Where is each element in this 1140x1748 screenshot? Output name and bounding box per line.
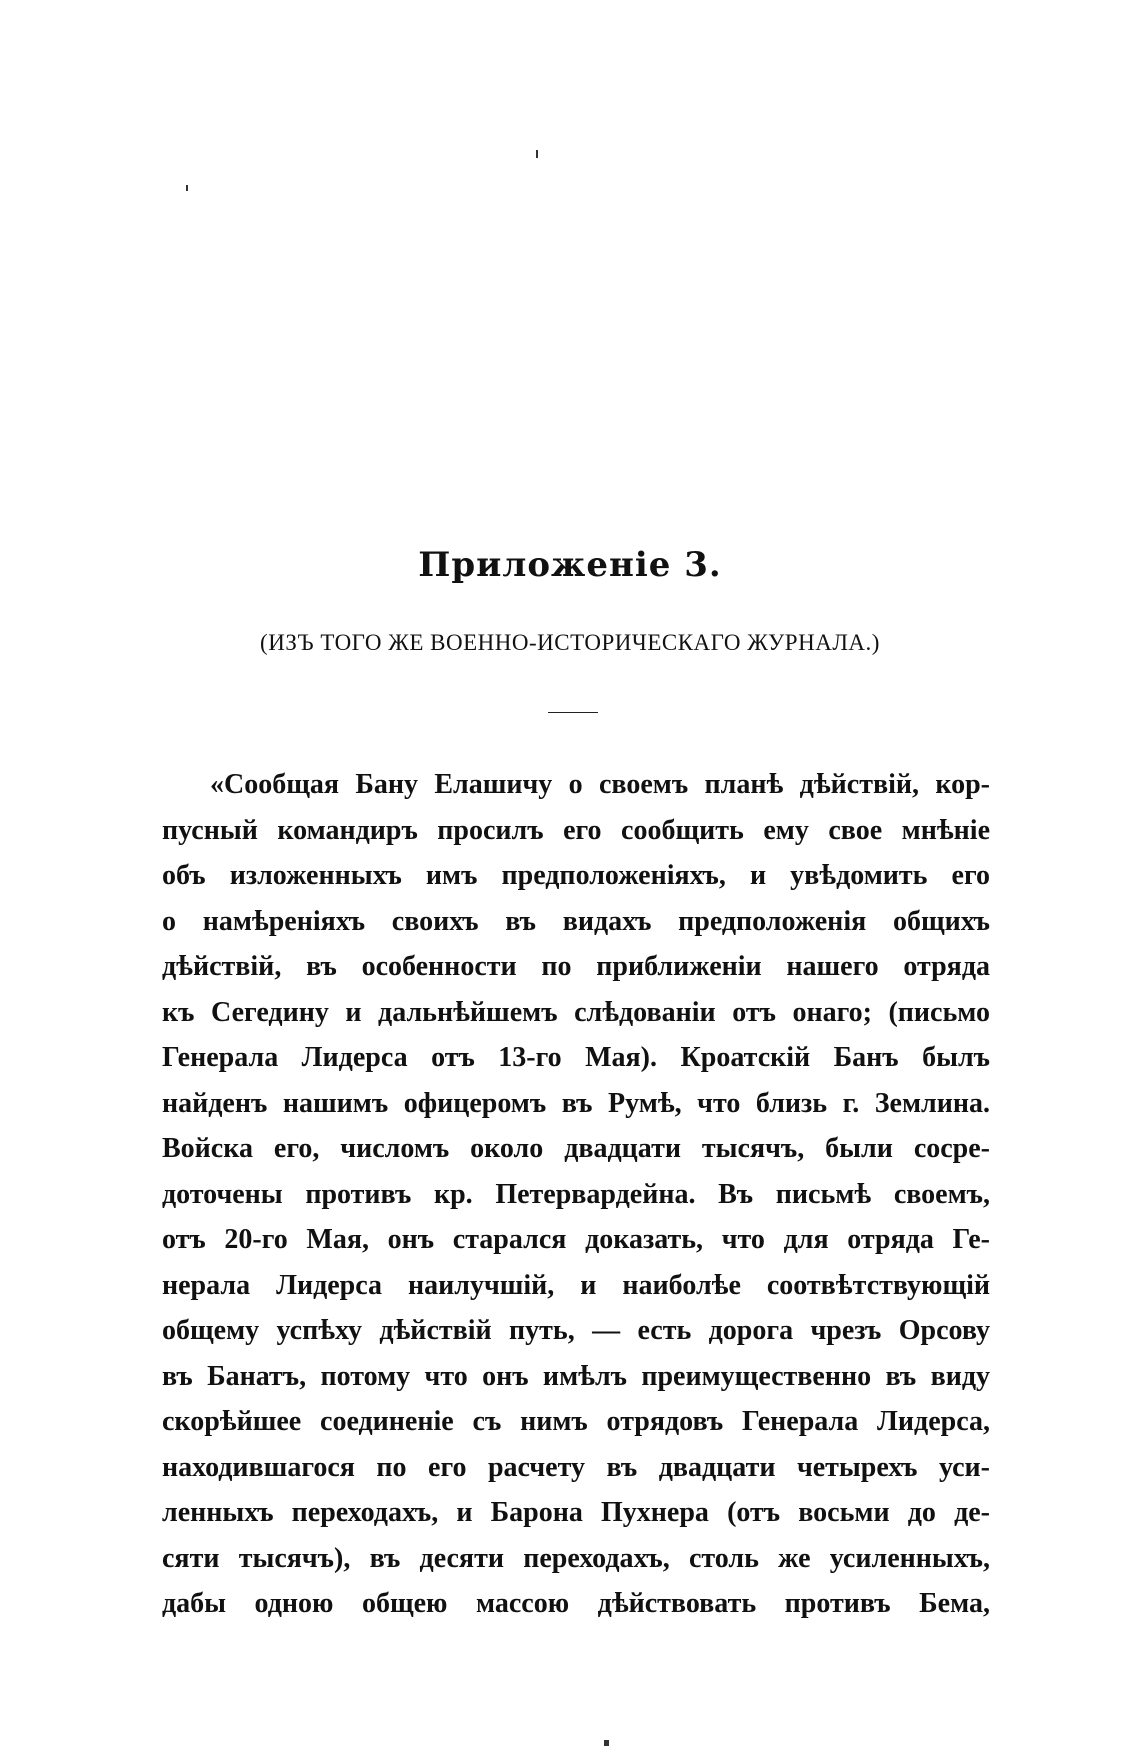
text-line: скорѣйшее соединеніе съ нимъ отрядовъ Генерала Лидерса, <box>162 1406 990 1437</box>
scan-speck <box>536 150 538 158</box>
scan-speck <box>186 185 188 191</box>
text-line: доточены противъ кр. Петервардейна. Въ письмѣ своемъ, <box>162 1178 990 1210</box>
text-line: сяти тысячъ), въ десяти переходахъ, столь же усиленныхъ, <box>162 1542 990 1574</box>
text-line: Генерала Лидерса отъ 13-го Мая). Кроатскій Банъ былъ <box>162 1042 990 1073</box>
text-line: ленныхъ переходахъ, и Барона Пухнера (отъ восьми до де- <box>162 1497 990 1528</box>
text-line: нерала Лидерса наилучшій, и наиболѣе соотвѣтствующій <box>162 1269 990 1301</box>
text-line: найденъ нашимъ офицеромъ въ Румѣ, что близь г. Землина. <box>162 1087 990 1119</box>
appendix-title: Приложеніе 3. <box>418 545 722 585</box>
text-line: объ изложенныхъ имъ предположеніяхъ, и увѣдомить его <box>162 860 990 891</box>
text-line: «Сообщая Бану Елашичу о своемъ планѣ дѣйствій, кор- <box>210 769 990 800</box>
text-line: къ Сегедину и дальнѣйшемъ слѣдованіи отъ онаго; (письмо <box>162 996 990 1028</box>
text-line: дабы одною общею массою дѣйствовать противъ Бема, <box>162 1588 990 1619</box>
text-line: въ Банатъ, потому что онъ имѣлъ преимущественно въ виду <box>162 1360 990 1392</box>
text-line: Войска его, числомъ около двадцати тысячъ, были сосре- <box>162 1133 990 1164</box>
text-line: общему успѣху дѣйствій путь, — есть дорога чрезъ Орсову <box>162 1315 990 1346</box>
text-line: находившагося по его расчету въ двадцати четырехъ уси- <box>162 1451 990 1483</box>
text-line: дѣйствій, въ особенности по приближеніи нашего отряда <box>162 951 990 982</box>
body-paragraph <box>162 762 990 1627</box>
text-line: о намѣреніяхъ своихъ въ видахъ предположенія общихъ <box>162 905 990 937</box>
scan-speck <box>604 1740 609 1746</box>
text-line: пусный командиръ просилъ его сообщить ему свое мнѣніе <box>162 814 990 846</box>
divider-rule <box>548 712 598 713</box>
appendix-source-note: (ИЗЪ ТОГО ЖЕ ВОЕННО-ИСТОРИЧЕСКАГО ЖУРНАЛА.) <box>260 630 880 655</box>
text-line: отъ 20-го Мая, онъ старался доказать, что для отряда Ге- <box>162 1224 990 1255</box>
